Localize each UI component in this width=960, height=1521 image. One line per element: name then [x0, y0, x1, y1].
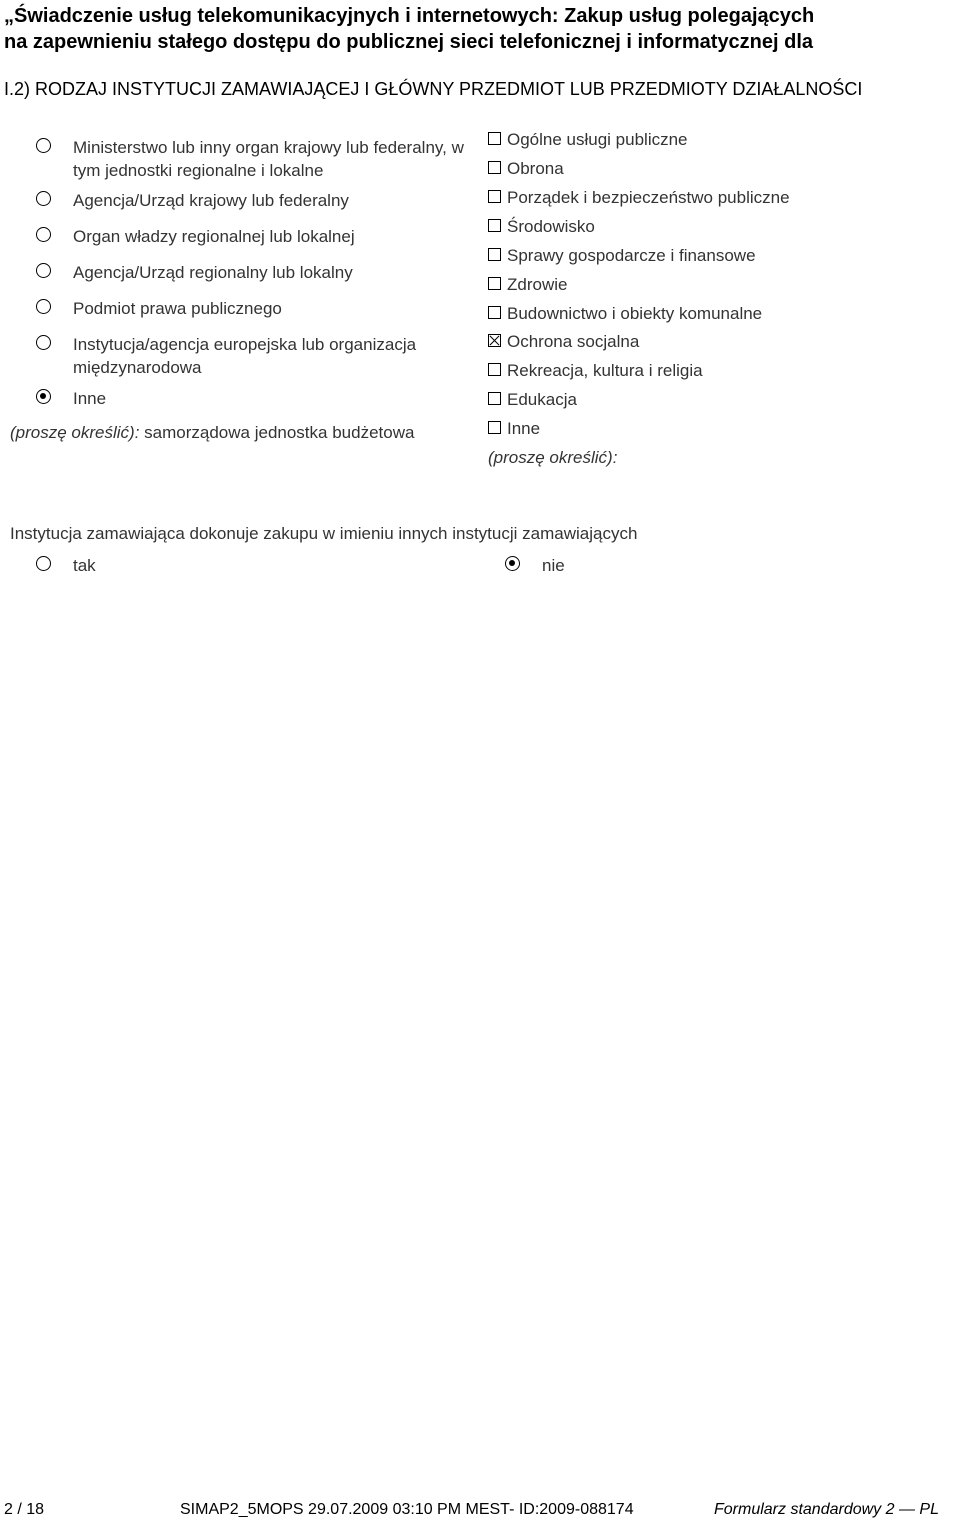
page-number: 2 / 18 [4, 1501, 45, 1518]
checkbox-label: Sprawy gospodarcze i finansowe [507, 246, 756, 265]
radio-label: Agencja/Urząd regionalny lub lokalny [73, 263, 353, 282]
checkbox-unchecked-icon[interactable] [488, 306, 501, 319]
radio-label: Podmiot prawa publicznego [73, 299, 282, 318]
section-heading: I.2) RODZAJ INSTYTUCJI ZAMAWIAJĄCEJ I GŁÓWNY PRZEDMIOT LUB PRZEDMIOTY DZIAŁALNOŚCI [4, 79, 863, 99]
radio-label: nie [542, 556, 565, 575]
radio-checked-icon[interactable] [505, 556, 520, 571]
radio-label: Inne [73, 389, 107, 408]
checkbox-label: Ochrona socjalna [507, 332, 640, 351]
purchase-on-behalf-question: Instytucja zamawiająca dokonuje zakupu w imieniu innych instytucji zamawiających [10, 524, 638, 543]
checkbox-label: Obrona [507, 159, 564, 178]
checkbox-unchecked-icon[interactable] [488, 363, 501, 376]
radio-unchecked-icon[interactable] [36, 191, 51, 206]
radio-unchecked-icon[interactable] [36, 138, 51, 153]
activities-other-specification: (proszę określić): [488, 448, 618, 467]
checkbox-unchecked-icon[interactable] [488, 161, 501, 174]
checkbox-unchecked-icon[interactable] [488, 421, 501, 434]
checkbox-label: Rekreacja, kultura i religia [507, 361, 703, 380]
authority-other-specification [10, 421, 414, 444]
document-title [4, 3, 954, 55]
page-footer [0, 1500, 960, 1520]
radio-unchecked-icon[interactable] [36, 335, 51, 350]
form-name: Formularz standardowy 2 — PL [714, 1501, 939, 1518]
radio-label: Agencja/Urząd krajowy lub federalny [73, 191, 349, 210]
document-title-line2: na zapewnieniu stałego dostępu do publicznej sieci telefonicznej i informatycznej dla [4, 31, 814, 53]
radio-label: Organ władzy regionalnej lub lokalnej [73, 227, 355, 246]
radio-checked-icon[interactable] [36, 389, 51, 404]
checkbox-label: Ogólne usługi publiczne [507, 130, 688, 149]
specify-prefix: (proszę określić): [10, 423, 140, 442]
radio-label: Ministerstwo lub inny organ krajowy lub federalny, w tym jednostki regionalne i lokalne [73, 138, 464, 180]
authority-other-value: samorządowa jednostka budżetowa [144, 423, 415, 442]
radio-unchecked-icon[interactable] [36, 263, 51, 278]
checkbox-unchecked-icon[interactable] [488, 132, 501, 145]
radio-unchecked-icon[interactable] [36, 299, 51, 314]
checkbox-label: Inne [507, 419, 541, 438]
radio-unchecked-icon[interactable] [36, 556, 51, 571]
checkbox-unchecked-icon[interactable] [488, 277, 501, 290]
checkbox-unchecked-icon[interactable] [488, 219, 501, 232]
radio-unchecked-icon[interactable] [36, 227, 51, 242]
checkbox-unchecked-icon[interactable] [488, 248, 501, 261]
checkbox-label: Budownictwo i obiekty komunalne [507, 304, 763, 323]
checkbox-checked-icon[interactable] [488, 334, 501, 347]
checkbox-unchecked-icon[interactable] [488, 190, 501, 203]
radio-label: Instytucja/agencja europejska lub organizacja międzynarodowa [73, 335, 417, 377]
document-title-line1: „Świadczenie usług telekomunikacyjnych i internetowych: Zakup usług polegających [4, 5, 815, 27]
checkbox-label: Edukacja [507, 390, 577, 409]
checkbox-label: Zdrowie [507, 275, 568, 294]
checkbox-label: Porządek i bezpieczeństwo publiczne [507, 188, 790, 207]
document-id: SIMAP2_5MOPS 29.07.2009 03:10 PM MEST- ID:2009-088174 [180, 1501, 634, 1518]
checkbox-label: Środowisko [507, 217, 595, 236]
checkbox-unchecked-icon[interactable] [488, 392, 501, 405]
radio-label: tak [73, 556, 96, 575]
